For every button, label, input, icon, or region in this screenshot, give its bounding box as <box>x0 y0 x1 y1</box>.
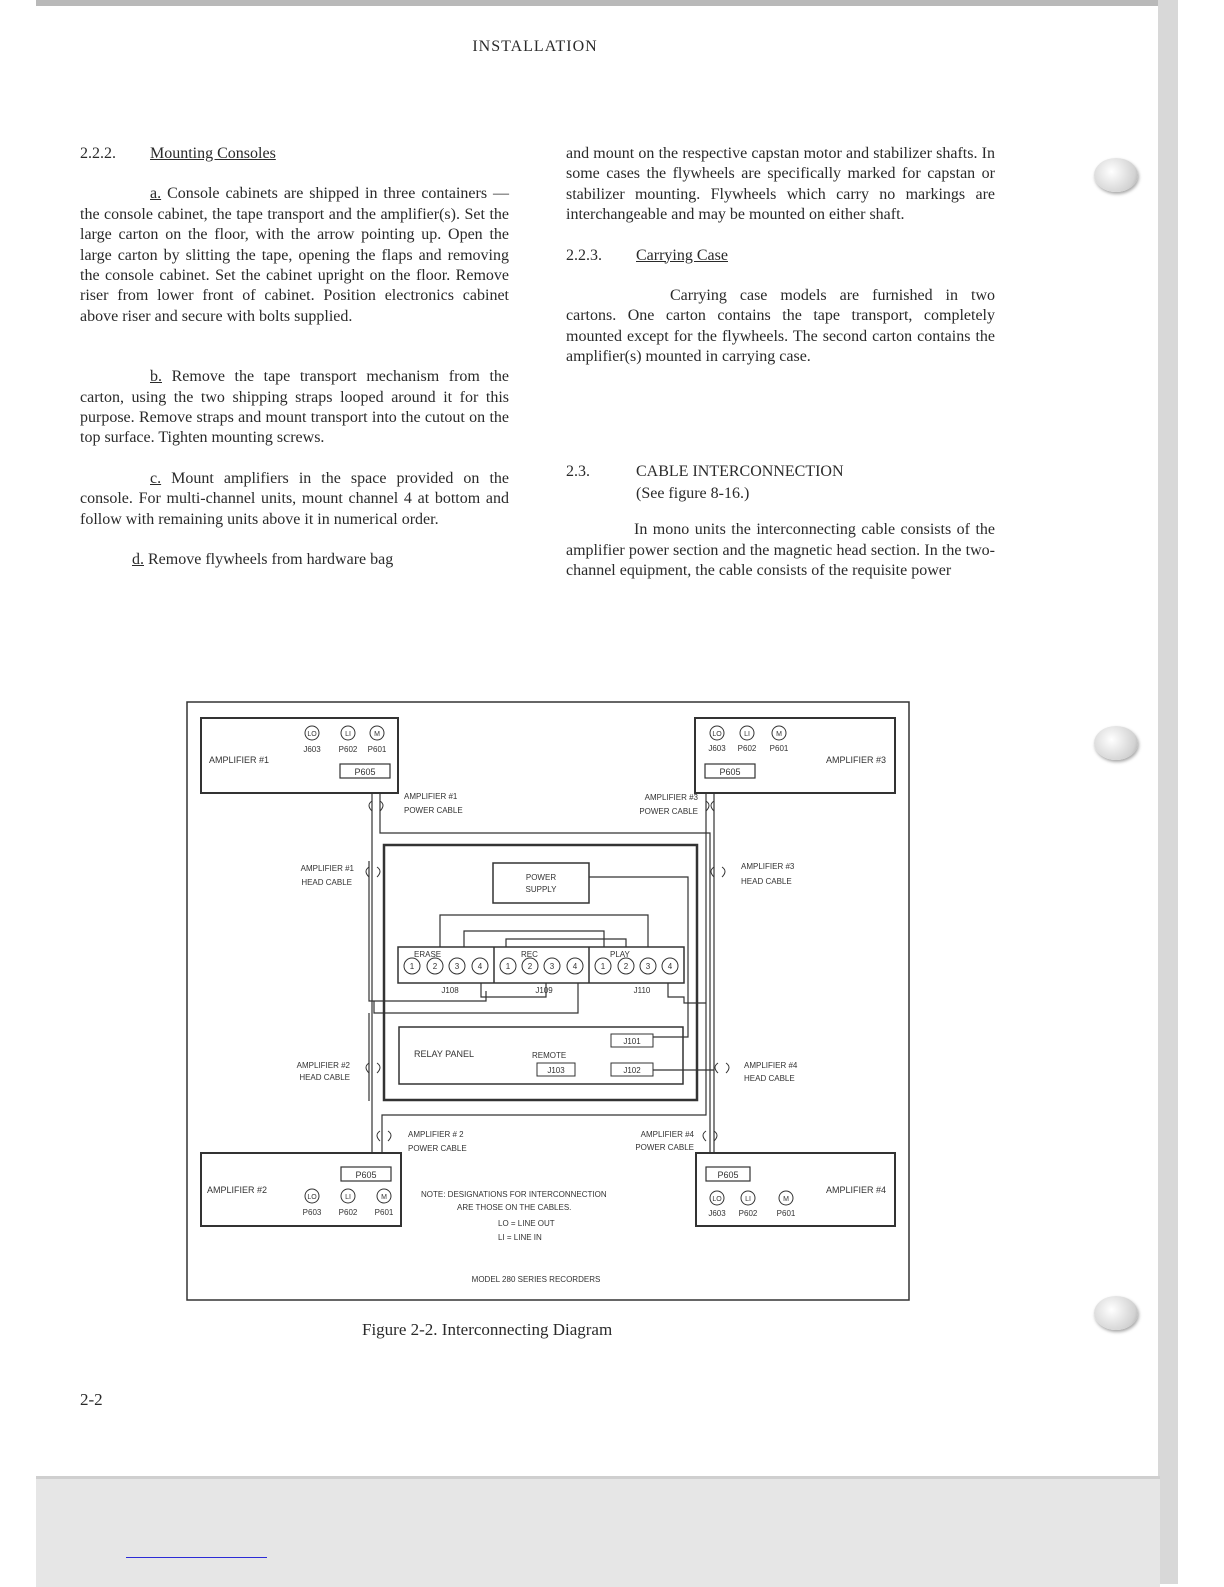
erase-pin: 1 <box>409 962 415 971</box>
carrying-case-paragraph: Carrying case models are furnished in two cartons. One carton contains the tape transport, completely mounted except for the flywheels. The second carton contains the amplifier(s) mounted in carrying case. <box>566 287 995 366</box>
section-number: 2.2.2. <box>80 145 116 162</box>
amp1-jack-m: M <box>374 731 380 738</box>
paragraph-text: Remove the tape transport mechanism from the carton, using the two shipping straps looped around it for this purpose. Remove straps and mount transport into the cutout on the top surface. Tighten mounting screws. <box>80 368 510 447</box>
amp1-head-cable-label: HEAD CABLE <box>301 878 352 887</box>
amp3-jack-label: J603 <box>708 744 726 753</box>
amp1-jack-label: J603 <box>303 745 321 754</box>
section-number: 2.3. <box>566 462 590 480</box>
right-column <box>566 144 995 582</box>
amp3-jack-m: M <box>776 731 782 738</box>
amp4-head-cable-label: HEAD CABLE <box>744 1074 795 1083</box>
rec-pin: 3 <box>549 962 555 971</box>
paragraph-label: b. <box>150 368 162 386</box>
cable-paragraph: In mono units the interconnecting cable consists of the amplifier power section and the magnetic head section. In the two-channel equipment, the cable consists of the requisite power <box>566 521 995 580</box>
amp1-jack-lo: LO <box>307 731 317 738</box>
rec-label: REC <box>521 950 538 959</box>
amp2-name: AMPLIFIER #2 <box>207 1185 268 1195</box>
amp2-head-cable-label: AMPLIFIER #2 <box>296 1061 350 1070</box>
paragraph-label: a. <box>150 185 162 203</box>
bottom-band <box>36 1476 1160 1587</box>
j102-label: J102 <box>623 1066 641 1075</box>
amp2-jack-li: LI <box>345 1194 351 1201</box>
amp4-jack-label: P601 <box>776 1209 796 1218</box>
amp3-head-cable-label: AMPLIFIER #3 <box>741 862 795 871</box>
j110-label: J110 <box>633 986 651 995</box>
amp3-jack-label: P601 <box>769 744 789 753</box>
interconnect-diagram <box>186 701 910 1301</box>
amp2-plug: P605 <box>355 1170 377 1180</box>
section-title: Carrying Case <box>636 246 728 264</box>
j101-label: J101 <box>623 1037 641 1046</box>
paragraph-d <box>80 550 509 570</box>
amp2-jack-label: P601 <box>374 1208 394 1217</box>
play-pin: 3 <box>645 962 651 971</box>
erase-pin: 3 <box>454 962 460 971</box>
note-line: NOTE: DESIGNATIONS FOR INTERCONNECTION <box>421 1190 607 1199</box>
rec-pin: 2 <box>527 962 533 971</box>
amp1-name: AMPLIFIER #1 <box>209 755 270 765</box>
j109-label: J109 <box>535 986 553 995</box>
paragraph-b <box>80 367 509 449</box>
right-edge <box>1158 0 1178 1584</box>
play-label: PLAY <box>610 950 630 959</box>
power-label: POWER <box>525 873 557 882</box>
amp1-jack-label: P601 <box>367 745 387 754</box>
rec-pin: 1 <box>505 962 511 971</box>
paragraph-text: Remove flywheels from hardware bag <box>148 551 394 569</box>
amp2-head-cable-label: HEAD CABLE <box>299 1073 350 1082</box>
paragraph-d-continuation: and mount on the respective capstan motor and stabilizer shafts. In some cases the flywheels are specifically marked for capstan or stabilizer mounting. Flywheels which carry no markings are interchangeable and may be mounted on either shaft. <box>566 145 995 224</box>
amp4-jack-label: P602 <box>738 1209 758 1218</box>
paragraph-text: Console cabinets are shipped in three containers — the console cabinet, the tape transport and the amplifier(s). Set the large carton on the floor, with the arrow pointing up. Open the large carton by slitting the tape, opening the flaps and removing the console cabinet. Set the cabinet upright on the floor. Remove riser from lower front of cabinet. Position electronics cabinet above riser and secure with bolts supplied. <box>80 185 510 325</box>
amp4-jack-li: LI <box>745 1196 751 1203</box>
amp2-jack-label: P602 <box>338 1208 358 1217</box>
amp2-jack-label: P603 <box>302 1208 322 1217</box>
erase-pin: 4 <box>477 962 483 971</box>
page-number: 2-2 <box>80 1390 103 1409</box>
amp4-plug: P605 <box>717 1170 739 1180</box>
rec-pin: 4 <box>572 962 578 971</box>
amp3-jack-label: P602 <box>737 744 757 753</box>
section-2-2-3-heading <box>566 246 995 266</box>
paragraph-label: d. <box>132 551 144 569</box>
section-subtitle: (See figure 8-16.) <box>636 485 750 503</box>
relay-label: RELAY PANEL <box>414 1049 475 1059</box>
figure-caption: Figure 2-2. Interconnecting Diagram <box>362 1320 613 1339</box>
paragraph-label: c. <box>150 469 162 487</box>
amp4-power-cable-label: AMPLIFIER #4 <box>640 1130 694 1139</box>
amp4-power-cable-label: POWER CABLE <box>635 1143 694 1152</box>
play-pin: 4 <box>667 962 673 971</box>
amp1-plug: P605 <box>354 767 376 777</box>
amp1-power-cable-label: POWER CABLE <box>404 806 463 815</box>
amp4-head-cable-label: AMPLIFIER #4 <box>744 1061 798 1070</box>
amp3-plug: P605 <box>719 767 741 777</box>
j108-label: J108 <box>441 986 459 995</box>
amp2-power-cable-label: POWER CABLE <box>408 1144 467 1153</box>
punch-hole-middle <box>1094 726 1138 760</box>
amp3-head-cable-label: HEAD CABLE <box>741 877 792 886</box>
amp1-head-cable-label: AMPLIFIER #1 <box>300 864 354 873</box>
left-column <box>80 144 509 571</box>
play-pin: 1 <box>600 962 606 971</box>
model-label: MODEL 280 SERIES RECORDERS <box>471 1275 601 1284</box>
punch-hole-bottom <box>1094 1296 1138 1330</box>
page-header: INSTALLATION <box>472 38 598 55</box>
note-line: LI = LINE IN <box>498 1233 542 1242</box>
note-line: ARE THOSE ON THE CABLES. <box>457 1203 572 1212</box>
amp2-jack-m: M <box>381 1194 387 1201</box>
amp4-jack-lo: LO <box>712 1196 722 1203</box>
amp1-jack-li: LI <box>345 731 351 738</box>
section-number: 2.2.3. <box>566 246 602 264</box>
amp4-jack-m: M <box>783 1196 789 1203</box>
amp1-power-cable-label: AMPLIFIER #1 <box>404 792 458 801</box>
top-edge <box>36 0 1160 6</box>
punch-hole-top <box>1094 158 1138 192</box>
amp3-power-cable-label: AMPLIFIER #3 <box>644 793 698 802</box>
section-2-2-2-heading <box>80 144 509 164</box>
section-title: Mounting Consoles <box>150 145 276 162</box>
play-pin: 2 <box>623 962 629 971</box>
paragraph-text: Mount amplifiers in the space provided on the console. For multi-channel units, mount channel 4 at bottom and follow with remaining units above it in numerical order. <box>80 469 510 528</box>
supply-label: SUPPLY <box>525 885 557 894</box>
erase-pin: 2 <box>432 962 438 971</box>
note-line: LO = LINE OUT <box>498 1219 555 1228</box>
amp1-jack-label: P602 <box>338 745 358 754</box>
amp3-name: AMPLIFIER #3 <box>825 755 886 765</box>
amp4-name: AMPLIFIER #4 <box>825 1185 886 1195</box>
paragraph-c <box>80 469 509 530</box>
remote-label: REMOTE <box>532 1051 567 1060</box>
paragraph-a <box>80 184 509 327</box>
amp2-jack-lo: LO <box>307 1194 317 1201</box>
erase-label: ERASE <box>414 950 442 959</box>
amp3-jack-li: LI <box>744 731 750 738</box>
link-underline[interactable] <box>126 1557 267 1558</box>
section-2-3-heading <box>566 462 995 482</box>
amp3-jack-lo: LO <box>712 731 722 738</box>
j103-label: J103 <box>547 1066 565 1075</box>
amp4-jack-label: J603 <box>708 1209 726 1218</box>
amp3-power-cable-label: POWER CABLE <box>639 807 698 816</box>
amp2-power-cable-label: AMPLIFIER # 2 <box>408 1130 464 1139</box>
section-title: CABLE INTERCONNECTION <box>636 462 844 480</box>
